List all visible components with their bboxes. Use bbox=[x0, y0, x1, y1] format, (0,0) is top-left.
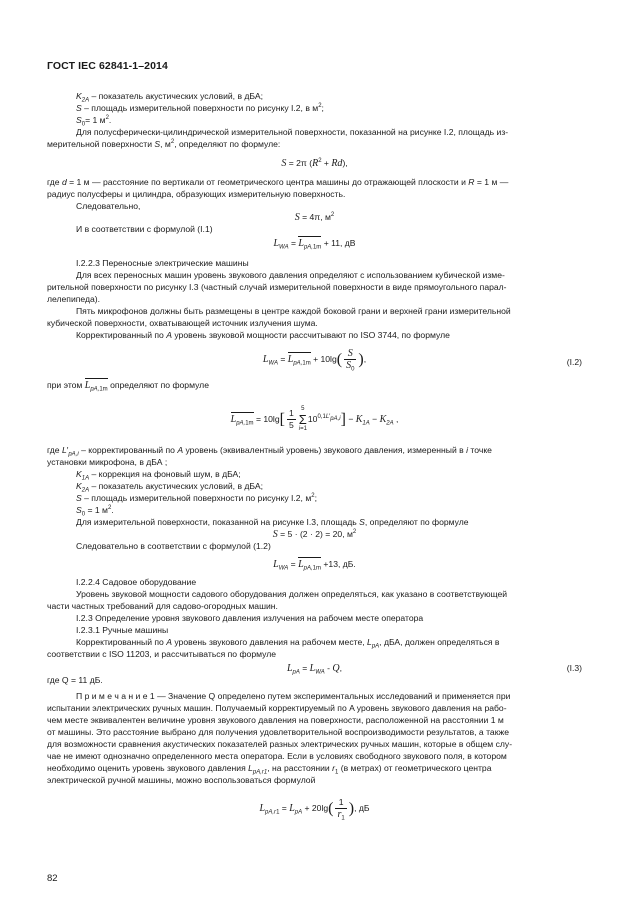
page-number: 82 bbox=[47, 873, 58, 884]
para-garden-1: Уровень звуковой мощности садового оборудования должен определяться, как указано в соответствующей bbox=[76, 589, 508, 599]
para-where-1: где d = 1 м — расстояние по вертикали от геометрического центра машины до отражающей плоскости и R = 1 м — bbox=[47, 177, 509, 187]
formula-i3: $L_{pA} = L_{WA} - Q$, bbox=[286, 663, 343, 676]
def-k2a-2: $K_{2A}$ – показатель акустических условий, в дБА; bbox=[76, 481, 263, 494]
formula-lpa1m: $L_{pA,1m} = 10\lg$[ $\frac{1}{5}$ 5 Σ $i=110^{0,1L'_{pA,i}}] - K_{1A} - K_{2A}$ , bbox=[230, 406, 399, 432]
formula-area-3: S = 5 · (2 · 2) = 20, $м^2$ bbox=[272, 529, 357, 540]
para-portable-2: рительной поверхности по рисунку I.3 (частный случай измерительной поверхности в виде прямоугольного парал- bbox=[47, 282, 507, 292]
para-therefore-1: Следовательно, bbox=[76, 201, 141, 211]
def-s0: $S_0= 1$ $м^2$. bbox=[76, 115, 112, 128]
note-1-line-3: чем месте эквивалентен величине уровня звукового давления на поверхности, расположенной на расстоянии 1 м bbox=[47, 715, 504, 725]
note-1-line-2: испытании электрических ручных машин. Получаемый корректируемый по A уровень звукового давления на рабо- bbox=[47, 703, 507, 713]
note-1-line-5: для возможности сравнения акустических показателей разных электрических ручных машин, которые в общем слу- bbox=[47, 739, 513, 749]
note-1-line-7: необходимо оценить уровень звукового давления $L_{pA,r1}$, на расстоянии $r_1$ (в метрах) от геометрического центра bbox=[47, 763, 492, 776]
section-1-2-3: I.2.3 Определение уровня звукового давления излучения на рабочем месте оператора bbox=[76, 613, 424, 623]
para-mics-2: кубической поверхности, охватывающей источник излучения шума. bbox=[47, 318, 318, 328]
para-whereby: при этом $L_{pA,1m}$ определяют по формуле bbox=[47, 380, 209, 393]
formula-lpar1: $L_{pA,r1} = L_{pA} + 20\lg$( $\frac{1}{r_1}$ ), дБ bbox=[259, 797, 370, 822]
page-header: ГОСТ IEC 62841-1–2014 bbox=[47, 60, 168, 72]
def-s0-2: $S_0 = 1$ $м^2$. bbox=[76, 505, 114, 518]
para-portable-3: лелепипеда). bbox=[47, 294, 101, 304]
formula-i2: $L_{WA} = L_{pA,1m} + 10\lg$( $\frac{S}{S_0}$ ), bbox=[262, 348, 367, 373]
para-garden-2: части частных требований для садово-огородных машин. bbox=[47, 601, 278, 611]
para-handheld-2: соответствии с ISO 11203, и рассчитываться по формуле bbox=[47, 649, 277, 659]
para-q-value: где Q = 11 дБ. bbox=[47, 675, 103, 685]
note-1-line-8: электрической ручной машины, можно воспользоваться формулой bbox=[47, 775, 316, 785]
formula-lwa-1: $L_{WA} = L_{pA,1m} + 11$, дВ bbox=[273, 238, 356, 251]
note-1-line-4: от машины. Это расстояние выбрано для получения удовлетворительной воспроизводимости результатов, а также bbox=[47, 727, 509, 737]
para-where-2: радиус полусферы и цилиндра, образующих измерительную поверхность. bbox=[47, 189, 346, 199]
def-k1a: $K_{1A}$ – коррекция на фоновый шум, в дБА; bbox=[76, 469, 241, 482]
equation-number-i2: (I.2) bbox=[566, 357, 582, 367]
section-1-2-2-3: I.2.2.3 Переносные электрические машины bbox=[76, 258, 249, 268]
para-cube-area: Для измерительной поверхности, показанной на рисунке I.3, площадь S, определяют по формуле bbox=[76, 517, 469, 527]
def-k2a: $K_{2A}$ – показатель акустических условий, в дБА; bbox=[76, 91, 263, 104]
para-power-1: Корректированный по A уровень звуковой мощности рассчитывают по ISO 3744, по формуле bbox=[76, 330, 450, 340]
formula-area-2: S = 4π, $м^2$ bbox=[294, 212, 335, 223]
para-therefore-2: Следовательно в соответствии с формулой (1.2) bbox=[76, 541, 271, 551]
para-hemicyl-2: мерительной поверхности S, $м^2$, определяют по формуле: bbox=[47, 139, 281, 149]
formula-lwa-2: $L_{WA} = L_{pA,1m} +13$, дБ. bbox=[273, 559, 356, 572]
para-hemicyl-1: Для полусферически-цилиндрической измерительной поверхности, показанной на рисунке I.2, площадь из- bbox=[76, 127, 509, 137]
para-mic-install: установки микрофона, в дБА ; bbox=[47, 457, 168, 467]
para-where-lpai: где $L'_{pA,i}$ – корректированный по A уровень (эквивалентный уровень) звукового давления, измеренный в i точке bbox=[47, 445, 492, 458]
section-1-2-2-4: I.2.2.4 Садовое оборудование bbox=[76, 577, 197, 587]
para-accordance-1: И в соответствии с формулой (I.1) bbox=[76, 224, 213, 234]
para-portable-1: Для всех переносных машин уровень звукового давления определяют с использованием кубической изме- bbox=[76, 270, 505, 280]
para-mics-1: Пять микрофонов должны быть размещены в центре каждой боковой грани и верхней грани измерительной bbox=[76, 306, 511, 316]
para-handheld-1: Корректированный по A уровень звукового давления на рабочем месте, $L_{pA}$, дБА, должен определяться в bbox=[76, 637, 500, 650]
formula-area-1: S = 2π $(R^2 + Rd)$, bbox=[281, 158, 348, 169]
note-1-line-1: П р и м е ч а н и е 1 — Значение Q определено путем экспериментальных исследований и применяется при bbox=[76, 691, 511, 701]
def-s-2: S – площадь измерительной поверхности по рисунку I.2, $м^2$; bbox=[76, 493, 317, 503]
section-1-2-3-1: I.2.3.1 Ручные машины bbox=[76, 625, 169, 635]
equation-number-i3: (I.3) bbox=[566, 663, 582, 673]
note-1-line-6: чае не имеют однозначно определенного места оператора. Если в условиях свободного звукового поля, в котором bbox=[47, 751, 507, 761]
def-s: S – площадь измерительной поверхности по рисунку I.2, в $м^2$; bbox=[76, 103, 324, 113]
